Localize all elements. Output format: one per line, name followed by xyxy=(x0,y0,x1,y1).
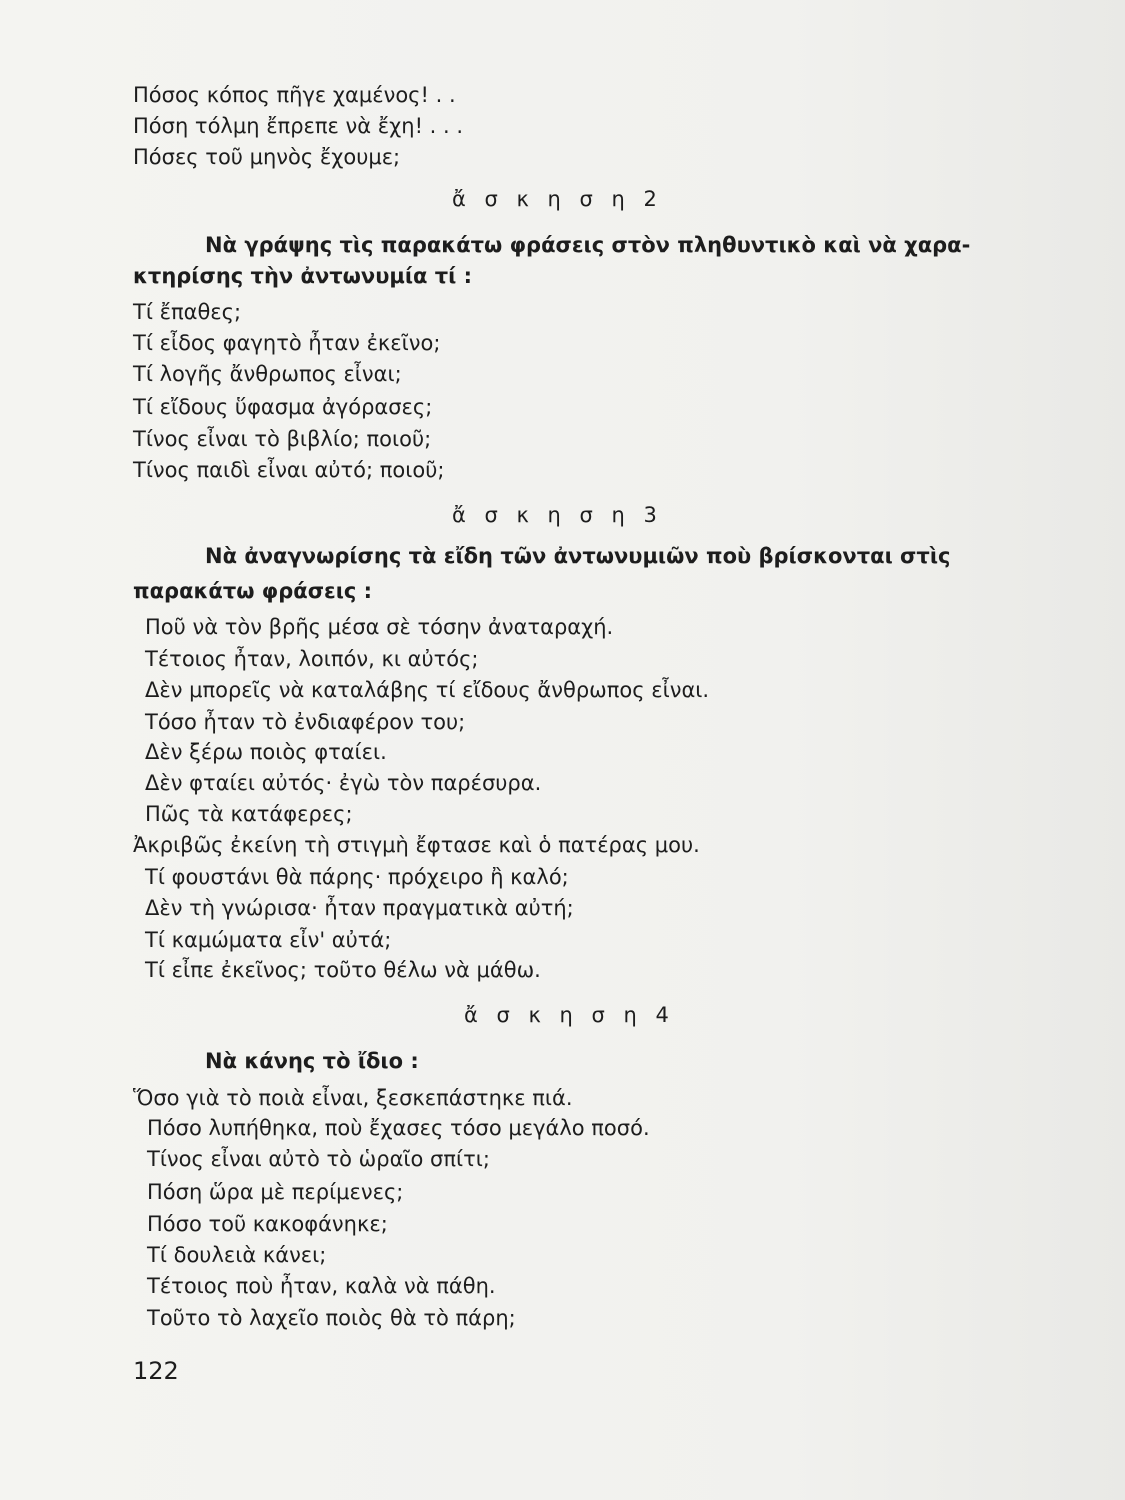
text-line: Πόση τόλμη ἔπρεπε νὰ ἔχη! . . . xyxy=(133,114,464,138)
exercise-3-item: Πῶς τὰ κατάφερες; xyxy=(145,802,353,826)
exercise-3-instruction: Νὰ ἀναγνωρίσης τὰ εἴδη τῶν ἀντωνυμιῶν ποὺ βρίσκονται στὶς xyxy=(205,544,951,568)
page-number: 122 xyxy=(133,1357,179,1385)
exercise-3-item: Τέτοιος ἦταν, λοιπόν, κι αὐτός; xyxy=(145,647,479,671)
exercise-3-item: Τί εἶπε ἐκεῖνος; τοῦτο θέλω νὰ μάθω. xyxy=(145,958,541,982)
exercise-4-item: Τοῦτο τὸ λαχεῖο ποιὸς θὰ τὸ πάρη; xyxy=(147,1306,516,1330)
text-line: Πόσος κόπος πῆγε χαμένος! . . xyxy=(133,83,456,107)
exercise-3-instruction: παρακάτω φράσεις : xyxy=(133,579,373,603)
exercise-3-item: Ποῦ νὰ τὸν βρῆς μέσα σὲ τόσην ἀναταραχή. xyxy=(145,615,614,639)
exercise-3-heading: ἄ σ κ η σ η 3 xyxy=(452,503,663,527)
exercise-4-item: Πόσο τοῦ κακοφάνηκε; xyxy=(147,1212,388,1236)
exercise-2-instruction: κτηρίσης τὴν ἀντωνυμία τί : xyxy=(133,264,473,288)
exercise-3-item: Ἀκριβῶς ἐκείνη τὴ στιγμὴ ἔφτασε καὶ ὁ πατέρας μου. xyxy=(133,833,700,857)
exercise-3-item: Δὲν μπορεῖς νὰ καταλάβης τί εἴδους ἄνθρωπος εἶναι. xyxy=(145,678,710,702)
exercise-4-item: Ὅσο γιὰ τὸ ποιὰ εἶναι, ξεσκεπάστηκε πιά. xyxy=(133,1086,573,1110)
exercise-2-instruction: Νὰ γράψης τὶς παρακάτω φράσεις στὸν πληθυντικὸ καὶ νὰ χαρα- xyxy=(205,233,971,257)
exercise-2-item: Τίνος εἶναι τὸ βιβλίο; ποιοῦ; xyxy=(133,427,432,451)
exercise-2-item: Τί εἶδος φαγητὸ ἦταν ἐκεῖνο; xyxy=(133,331,441,355)
exercise-3-item: Τί καμώματα εἶν' αὐτά; xyxy=(145,928,392,952)
exercise-3-item: Δὲν φταίει αὐτός· ἐγὼ τὸν παρέσυρα. xyxy=(145,771,542,795)
exercise-3-item: Τόσο ἦταν τὸ ἐνδιαφέρον του; xyxy=(145,710,466,734)
exercise-2-item: Τί ἔπαθες; xyxy=(133,300,242,324)
exercise-4-item: Πόσο λυπήθηκα, ποὺ ἔχασες τόσο μεγάλο ποσό. xyxy=(147,1116,650,1140)
exercise-3-item: Τί φουστάνι θὰ πάρης· πρόχειρο ἢ καλό; xyxy=(145,865,569,889)
exercise-2-heading: ἄ σ κ η σ η 2 xyxy=(452,187,663,211)
exercise-3-item: Δὲν τὴ γνώρισα· ἦταν πραγματικὰ αὐτή; xyxy=(145,896,574,920)
exercise-2-item: Τί εἴδους ὕφασμα ἀγόρασες; xyxy=(133,395,433,419)
exercise-4-item: Τέτοιος ποὺ ἦταν, καλὰ νὰ πάθη. xyxy=(147,1274,496,1298)
exercise-4-heading: ἄ σ κ η σ η 4 xyxy=(464,1003,675,1027)
exercise-4-item: Πόση ὥρα μὲ περίμενες; xyxy=(147,1180,404,1204)
exercise-3-item: Δὲν ξέρω ποιὸς φταίει. xyxy=(145,740,387,764)
exercise-2-item: Τί λογῆς ἄνθρωπος εἶναι; xyxy=(133,362,402,386)
text-line: Πόσες τοῦ μηνὸς ἔχουμε; xyxy=(133,145,401,169)
exercise-4-item: Τίνος εἶναι αὐτὸ τὸ ὡραῖο σπίτι; xyxy=(147,1147,490,1171)
exercise-4-instruction: Νὰ κάνης τὸ ἴδιο : xyxy=(205,1049,419,1073)
exercise-4-item: Τί δουλειὰ κάνει; xyxy=(147,1243,327,1267)
exercise-2-item: Τίνος παιδὶ εἶναι αὐτό; ποιοῦ; xyxy=(133,458,445,482)
